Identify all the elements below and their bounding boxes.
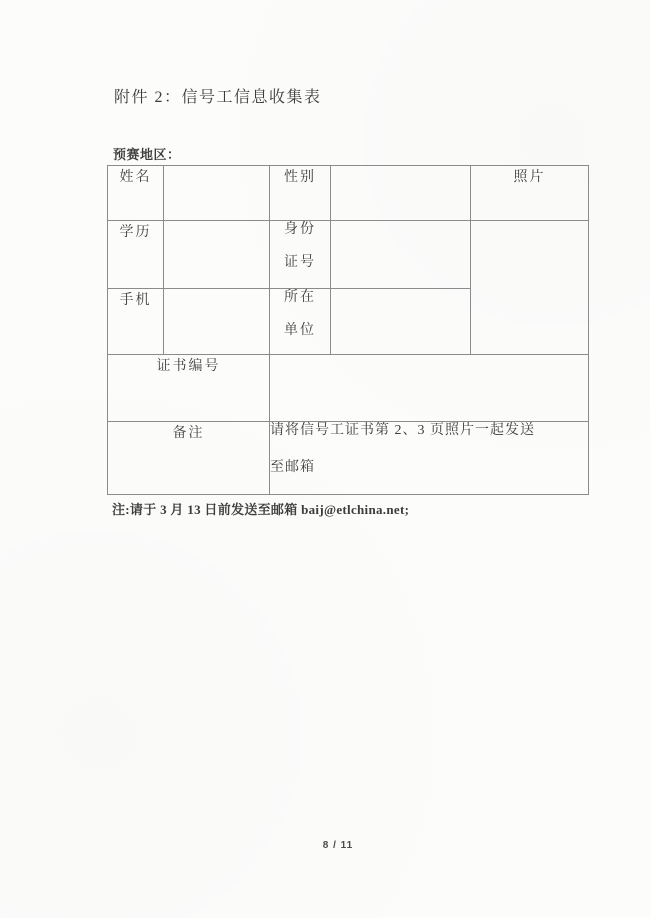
gender-label: 性别 [270,166,331,221]
work-unit-value-cell [331,289,471,355]
education-value-cell [164,221,270,289]
table-row [108,422,589,495]
photo-area-cell [471,221,589,355]
id-card-label [270,221,331,289]
certificate-number-label: 证书编号 [108,355,270,422]
gender-value-cell [331,166,471,221]
certificate-number-value-cell [270,355,589,422]
table-row [108,221,589,289]
mobile-label: 手机 [108,289,164,355]
work-unit-label [270,289,331,355]
table-row [108,166,589,221]
remarks-content-cell [270,422,589,495]
remarks-text-line2: 至邮箱 [270,460,315,475]
preliminary-region-label: 预赛地区： [113,147,181,162]
id-card-value-cell [331,221,471,289]
deadline-footnote: 注:请于 3 月 13 日前发送至邮箱 baij@etlchina.net; [112,502,410,517]
remarks-label: 备注 [108,422,270,495]
id-card-label-line1: 身份 [284,222,316,237]
work-unit-label-line2: 单位 [284,323,316,338]
education-label: 学历 [108,221,164,289]
work-unit-label-line1: 所在 [284,290,316,305]
page-number: 8 / 11 [322,840,354,851]
name-value-cell [164,166,270,221]
id-card-label-line2: 证号 [284,255,316,270]
remarks-text-line1: 请将信号工证书第 2、3 页照片一起发送 [270,423,535,438]
mobile-value-cell [164,289,270,355]
table-row [108,355,589,422]
name-label: 姓名 [108,166,164,221]
photo-label: 照片 [471,166,589,221]
document-title: 附件 2：信号工信息收集表 [114,89,322,106]
info-collection-table [107,165,589,495]
